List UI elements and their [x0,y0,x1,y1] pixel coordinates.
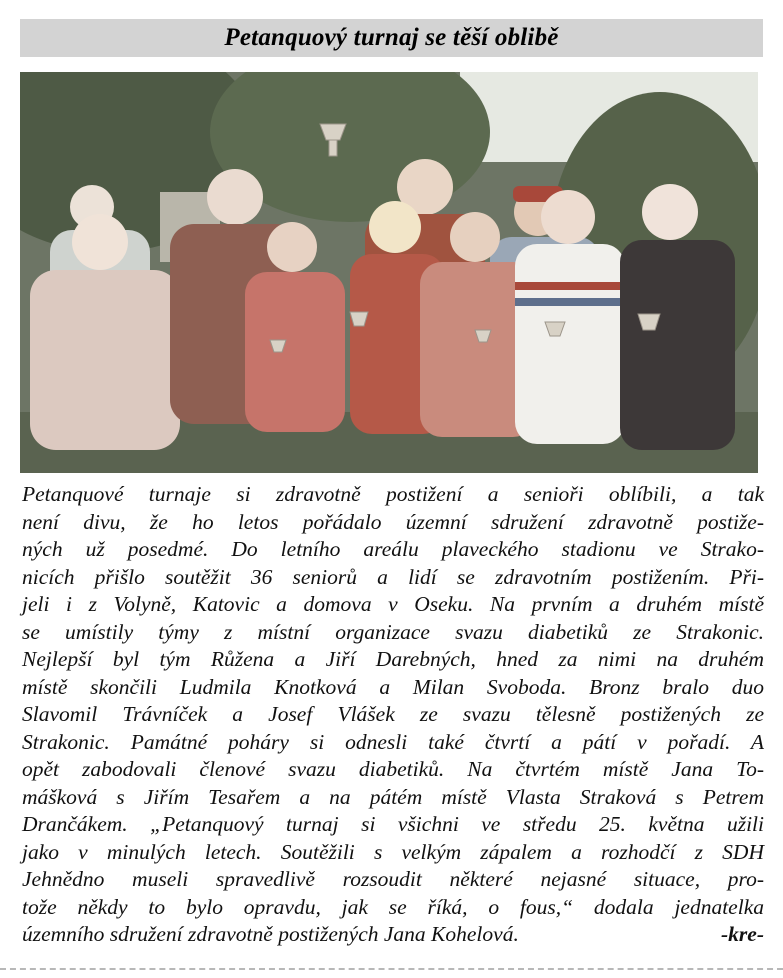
author-byline: -kre- [721,922,764,946]
bottom-divider [0,968,783,970]
article-line: jeli i z Volyně, Katovic a domova v Oseku. Na prvním a druhém místě [22,592,764,616]
article-line: Slavomil Trávníček a Josef Vlášek ze svazu tělesně postižených ze [22,702,764,726]
article-photo [20,72,758,473]
article-line: mášková s Jiřím Tesařem a na pátém místě Vlasta Straková s Petrem [22,784,764,809]
article-line: opět zabodovali členové svazu diabetiků. Na čtvrtém místě Jana To- [22,757,764,781]
article-last-line [22,921,764,949]
article-line: Nejlepší byl tým Růžena a Jiří Darebných, hned za nimi na druhém [22,647,764,671]
article-line: místě skončili Ludmila Knotková a Milan Svoboda. Bronz bralo duo [22,674,764,699]
article-line: Jehnědno museli spravedlivě rozsoudit některé nejasné situace, pro- [22,867,764,891]
article-headline: Petanquový turnaj se těší oblibě [224,24,559,51]
person-head [267,222,317,272]
shirt-stripe [515,298,625,306]
headline-banner [20,19,763,57]
article-last-line-text: územního sdružení zdravotně postižených Jana Kohelová. [22,922,519,946]
person-head [541,190,595,244]
person-head [207,169,263,225]
article-line: není divu, že ho letos pořádalo územní sdružení zdravotně postiže- [22,509,764,534]
person-body [515,244,625,444]
person-body [245,272,345,432]
trophy-icon [329,140,337,156]
shirt-stripe [515,282,625,290]
person-head [642,184,698,240]
article-line: nicích přišlo soutěžit 36 seniorů a lidí se zdravotním postižením. Při- [22,564,764,589]
person-head [369,201,421,253]
article-line: tože někdy to bylo opravdu, jak se říká, o fous,“ dodala jednatelka [22,894,764,919]
article-line: jako v minulých letech. Soutěžili s velkým zápalem a rozhodčí z SDH [22,839,764,864]
group-photo-illustration [20,72,758,473]
person-head [450,212,500,262]
person-head [72,214,128,270]
article-line: se umístily týmy z místní organizace svazu diabetiků ze Strakonic. [22,619,764,644]
article-line: ných už posedmé. Do letního areálu plaveckého stadionu ve Strako- [22,537,764,561]
article-line: Strakonic. Památné poháry si odnesli také čtvrtí a pátí v pořadí. A [22,729,764,754]
article-body [22,481,764,949]
article-line: Drančákem. „Petanquový turnaj si všichni ve středu 25. května užili [22,812,764,836]
person-body [30,270,180,450]
person-body [620,240,735,450]
article-line: Petanquové turnaje si zdravotně postižení a senioři oblíbili, a tak [22,482,764,506]
